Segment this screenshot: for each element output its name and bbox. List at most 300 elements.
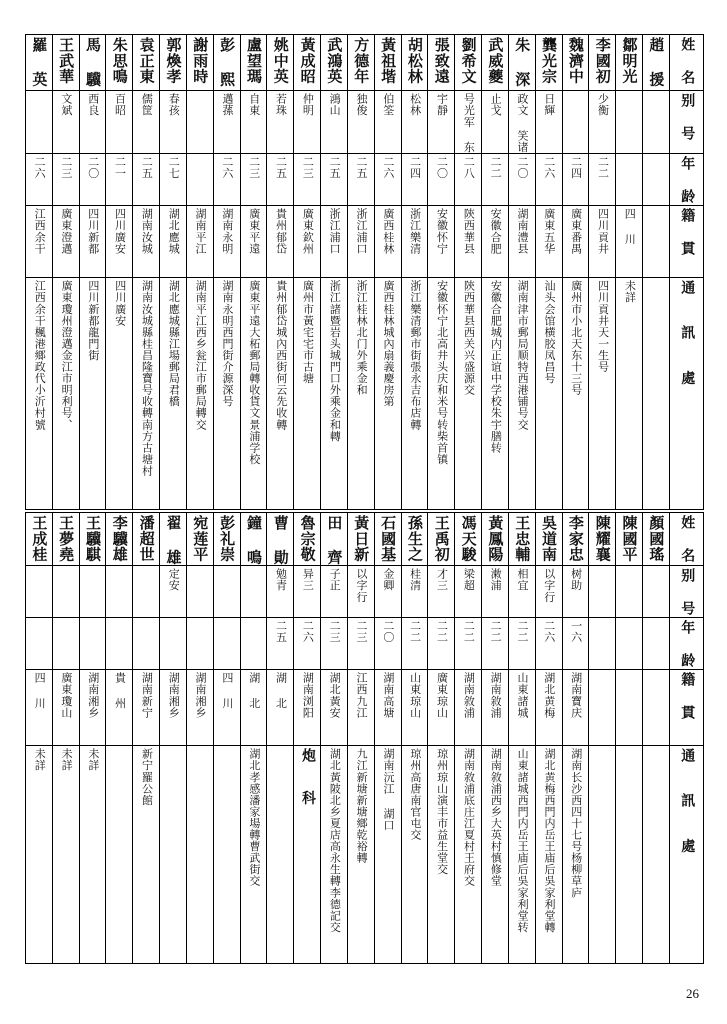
native-text: 廣西桂林 — [381, 207, 395, 254]
address-text: 浙江樂清郵市街張永吉布店轉 — [408, 279, 422, 430]
cell-alias — [133, 91, 160, 154]
roster-row-address — [26, 277, 704, 509]
cell-address — [374, 746, 401, 964]
cell-address — [616, 277, 643, 509]
native-text: 湖南汝城 — [140, 207, 154, 254]
native-text: 江西余干 — [33, 207, 47, 254]
name-text: 羅 英 — [30, 37, 49, 88]
native-text: 四 川 — [220, 672, 234, 709]
cell-age — [106, 153, 133, 205]
age-text: 二〇 — [86, 155, 100, 179]
age-text: 二〇 — [381, 620, 395, 644]
cell-native — [321, 205, 348, 277]
header-text-native: 籍 貫 — [679, 672, 696, 722]
cell-address — [26, 746, 53, 964]
cell-alias — [455, 566, 482, 618]
cell-address — [294, 746, 321, 964]
cell-native — [106, 670, 133, 746]
cell-name — [52, 35, 79, 91]
native-text: 陝西華县 — [462, 207, 476, 254]
name-text: 李家忠 — [566, 515, 585, 563]
cell-name — [106, 35, 133, 91]
cell-age — [213, 618, 240, 670]
cell-alias — [401, 566, 428, 618]
cell-native — [133, 205, 160, 277]
cell-address — [240, 746, 267, 964]
name-text: 武鴻英 — [325, 37, 344, 85]
cell-native — [347, 205, 374, 277]
cell-address — [133, 746, 160, 964]
native-text: 湖南平江 — [194, 207, 208, 254]
cell-age — [643, 153, 670, 205]
name-text: 顏國瑤 — [647, 515, 666, 563]
cell-name — [160, 35, 187, 91]
cell-native — [186, 205, 213, 277]
cell-age — [52, 618, 79, 670]
alias-text: 异三 — [301, 568, 315, 592]
address-text: 江西余干楓港鄉政代小沂村號 — [33, 279, 47, 430]
name-text: 鐘 鳴 — [244, 515, 263, 566]
cell-alias — [321, 91, 348, 154]
name-text: 袁正東 — [137, 37, 156, 85]
cell-native — [455, 670, 482, 746]
cell-address — [428, 746, 455, 964]
native-text: 四川廣安 — [113, 207, 127, 254]
cell-alias — [160, 566, 187, 618]
name-text: 翟 雄 — [164, 515, 183, 566]
age-text: 二五 — [274, 155, 288, 179]
age-text: 二二 — [489, 620, 503, 644]
alias-text: 金卿 — [381, 568, 395, 592]
alias-text: 政文 笑诸 — [515, 93, 529, 153]
age-text: 二五 — [355, 155, 368, 179]
name-text: 王成桂 — [30, 515, 49, 563]
address-text: 廣東瓊州澄邁金江市明利号、 — [60, 279, 74, 430]
cell-age — [428, 618, 455, 670]
address-text: 汕头会馆横胶凤昌号 — [542, 279, 556, 384]
alias-text: 树助 — [569, 568, 583, 592]
column-header-name — [669, 513, 703, 566]
name-text: 潘超世 — [137, 515, 156, 563]
cell-native — [455, 205, 482, 277]
alias-text: 以字行 — [542, 568, 556, 603]
cell-native — [616, 205, 643, 277]
cell-native — [401, 205, 428, 277]
native-text: 湖南澧县 — [515, 207, 529, 254]
name-text: 王驥騏 — [83, 515, 102, 563]
cell-alias — [562, 91, 589, 154]
cell-age — [508, 153, 535, 205]
alias-text: 梁超 — [462, 568, 476, 592]
cell-address — [52, 277, 79, 509]
name-text: 龔光宗 — [540, 37, 559, 85]
address-text: 湖北孝感潘家場轉曹武街交 — [247, 748, 261, 887]
native-text: 廣東平遠 — [247, 207, 261, 254]
age-text: 二六 — [381, 155, 395, 179]
name-text: 朱 深 — [513, 37, 532, 88]
cell-native — [267, 670, 294, 746]
cell-native — [374, 670, 401, 746]
native-text: 湖北黄梅 — [542, 672, 556, 719]
alias-text: 百昭 — [113, 93, 127, 117]
cell-native — [562, 205, 589, 277]
age-text: 二八 — [462, 155, 476, 179]
cell-name — [535, 35, 562, 91]
cell-address — [79, 746, 106, 964]
cell-alias — [213, 566, 240, 618]
native-text: 廣東五华 — [542, 207, 556, 254]
age-text: 二七 — [167, 155, 181, 179]
native-text: 江西九江 — [355, 672, 368, 719]
cell-address — [401, 277, 428, 509]
age-text: 二二 — [408, 620, 422, 644]
cell-age — [455, 618, 482, 670]
cell-name — [455, 35, 482, 91]
cell-age — [321, 618, 348, 670]
native-text: 湖北應城 — [167, 207, 181, 254]
alias-text: 勉青 — [274, 568, 288, 592]
age-text: 二五 — [274, 620, 288, 644]
cell-alias — [79, 91, 106, 154]
address-text: 湖北黃陂北乡夏店高永生轉李德記交 — [328, 748, 342, 934]
address-text: 貴州郁岱城內西街何云先收轉 — [274, 279, 288, 430]
age-text: 一六 — [569, 620, 583, 644]
age-text: 二六 — [33, 155, 47, 179]
cell-native — [26, 205, 53, 277]
name-text: 盧望瑪 — [244, 37, 263, 85]
age-text: 二三 — [301, 155, 315, 179]
cell-alias — [508, 566, 535, 618]
cell-age — [347, 618, 374, 670]
alias-text: 西良 — [86, 93, 100, 117]
cell-native — [321, 670, 348, 746]
cell-address — [508, 746, 535, 964]
cell-alias — [106, 91, 133, 154]
cell-alias — [347, 566, 374, 618]
alias-text: 春孩 — [167, 93, 181, 117]
cell-age — [133, 618, 160, 670]
roster-table-bottom — [25, 512, 704, 964]
cell-alias — [26, 91, 53, 154]
header-text-name: 姓 名 — [679, 37, 696, 87]
cell-native — [267, 205, 294, 277]
cell-name — [535, 513, 562, 566]
age-text: 二五 — [328, 155, 342, 179]
cell-alias — [643, 91, 670, 154]
address-text: 新宁羅公館 — [140, 748, 154, 807]
native-text: 四 川 — [33, 672, 47, 709]
address-text: 陝西華县西关兴盛源交 — [462, 279, 476, 396]
native-text: 貴 州 — [113, 672, 127, 709]
cell-age — [428, 153, 455, 205]
column-header-native — [669, 205, 703, 277]
cell-age — [186, 153, 213, 205]
native-text: 浙江浦口 — [328, 207, 342, 254]
cell-name — [267, 35, 294, 91]
roster-row-name — [26, 35, 704, 91]
name-text: 李國初 — [593, 37, 612, 85]
cell-age — [455, 153, 482, 205]
cell-name — [186, 35, 213, 91]
cell-alias — [643, 566, 670, 618]
native-text: 廣東澄邁 — [59, 207, 73, 254]
cell-name — [374, 35, 401, 91]
name-text: 曹 勛 — [271, 515, 290, 566]
native-text: 湖南永明 — [220, 207, 234, 254]
cell-alias — [321, 566, 348, 618]
age-text: 二六 — [301, 620, 315, 644]
cell-native — [240, 670, 267, 746]
name-text: 魏濟中 — [566, 37, 585, 85]
cell-name — [133, 35, 160, 91]
native-text: 廣東琼山 — [435, 672, 449, 719]
cell-age — [616, 153, 643, 205]
address-text: 未詳 — [33, 748, 47, 772]
cell-address — [240, 277, 267, 509]
alias-text: 文斌 — [59, 93, 73, 117]
cell-name — [321, 35, 348, 91]
native-text: 湖南湘乡 — [86, 672, 100, 719]
age-text: 二二 — [515, 620, 529, 644]
cell-alias — [482, 566, 509, 618]
name-text: 彭礼崇 — [218, 515, 237, 563]
name-text: 馮天駿 — [459, 515, 478, 563]
cell-name — [401, 35, 428, 91]
roster-row-native — [26, 670, 704, 746]
cell-age — [267, 153, 294, 205]
cell-alias — [240, 91, 267, 154]
cell-native — [213, 670, 240, 746]
cell-address — [347, 746, 374, 964]
cell-alias — [347, 91, 374, 154]
cell-age — [374, 153, 401, 205]
address-text: 湖南沅江 湖口 — [382, 748, 395, 832]
cell-age — [347, 153, 374, 205]
cell-native — [482, 670, 509, 746]
native-text: 湖南敘浦 — [489, 672, 503, 719]
cell-native — [535, 205, 562, 277]
cell-alias — [616, 91, 643, 154]
cell-age — [213, 153, 240, 205]
cell-native — [589, 205, 616, 277]
cell-age — [294, 618, 321, 670]
cell-address — [213, 277, 240, 509]
native-text: 四川貢井 — [596, 207, 610, 254]
alias-text: 自東 — [247, 93, 261, 117]
cell-native — [482, 205, 509, 277]
cell-address — [562, 277, 589, 509]
address-text: 安徽怀宁北高井头庆和米号转柴首镇 — [435, 279, 449, 465]
native-text: 浙江浦口 — [355, 207, 368, 254]
cell-name — [401, 513, 428, 566]
roster-row-native — [26, 205, 704, 277]
name-text: 陳耀襄 — [593, 515, 612, 563]
header-text-native: 籍 貫 — [679, 207, 696, 257]
cell-name — [79, 35, 106, 91]
cell-name — [616, 35, 643, 91]
column-header-age — [669, 618, 703, 670]
age-text: 二二 — [462, 620, 476, 644]
header-text-name: 姓 名 — [679, 515, 696, 565]
age-text: 二三 — [247, 155, 261, 179]
cell-address — [26, 277, 53, 509]
cell-alias — [535, 91, 562, 154]
roster-row-name — [26, 513, 704, 566]
cell-native — [160, 205, 187, 277]
name-text: 魯宗敬 — [298, 515, 317, 563]
alias-text: 子正 — [328, 568, 342, 592]
cell-name — [562, 513, 589, 566]
age-text: 二一 — [113, 155, 127, 179]
address-text: 未詳 — [60, 748, 74, 772]
cell-native — [401, 670, 428, 746]
cell-alias — [79, 566, 106, 618]
cell-alias — [589, 566, 616, 618]
age-text: 二三 — [59, 155, 73, 179]
cell-name — [213, 35, 240, 91]
cell-age — [616, 618, 643, 670]
cell-address — [321, 277, 348, 509]
age-text: 二三 — [328, 620, 342, 644]
cell-age — [589, 618, 616, 670]
address-text: 湖南长沙西四十七号杨柳草庐 — [569, 748, 583, 899]
name-text: 胡松林 — [405, 37, 424, 85]
cell-alias — [52, 566, 79, 618]
name-text: 田 齊 — [325, 515, 344, 566]
cell-address — [160, 277, 187, 509]
cell-age — [26, 153, 53, 205]
cell-name — [294, 513, 321, 566]
cell-alias — [401, 91, 428, 154]
age-text: 二六 — [542, 620, 556, 644]
header-text-alias: 别 号 — [679, 568, 696, 618]
cell-alias — [26, 566, 53, 618]
cell-age — [160, 153, 187, 205]
name-text: 趙 援 — [647, 37, 666, 88]
native-text: 湖南敘浦 — [462, 672, 476, 719]
header-text-alias: 别 号 — [679, 93, 696, 143]
alias-text: 鴻山 — [328, 93, 342, 117]
alias-text: 桂清 — [408, 568, 422, 592]
cell-native — [643, 670, 670, 746]
cell-native — [347, 670, 374, 746]
cell-age — [133, 153, 160, 205]
address-text: 廣州市小北天东十三号 — [569, 279, 583, 396]
cell-name — [79, 513, 106, 566]
header-text-address: 通 訊 處 — [679, 279, 696, 393]
alias-text: 仲明 — [301, 93, 315, 117]
cell-address — [213, 746, 240, 964]
name-text: 宛莲平 — [191, 515, 210, 563]
cell-name — [374, 513, 401, 566]
cell-name — [616, 513, 643, 566]
column-header-name — [669, 35, 703, 91]
cell-name — [455, 513, 482, 566]
name-text: 李驥雄 — [110, 515, 129, 563]
cell-age — [401, 153, 428, 205]
column-header-native — [669, 670, 703, 746]
name-text: 王忠輔 — [513, 515, 532, 563]
cell-age — [401, 618, 428, 670]
native-text: 廣東瓊山 — [59, 672, 73, 719]
cell-name — [106, 513, 133, 566]
age-text: 二二 — [489, 155, 503, 179]
header-text-age: 年 龄 — [679, 620, 696, 670]
address-text: 廣西桂林城內扇義慶房第 — [382, 279, 395, 407]
address-text: 四川新都龍門街 — [86, 279, 100, 361]
native-text: 浙江樂清 — [408, 207, 422, 254]
cell-address — [267, 277, 294, 509]
address-text: 湖南敘浦底庄江夏村王府交 — [462, 748, 476, 887]
name-text: 朱思鳴 — [110, 37, 129, 85]
name-text: 武威夔 — [486, 37, 505, 85]
name-text: 鄒明光 — [620, 37, 639, 85]
cell-name — [240, 513, 267, 566]
address-text: 湖北應城縣江場郵局君橋 — [167, 279, 181, 407]
address-text: 安徽合肥城内正谊中学校朱宇膳转 — [489, 279, 503, 454]
native-text: 湖 北 — [247, 672, 261, 709]
cell-native — [589, 670, 616, 746]
address-text: 湖南平江西乡瓮江市郵局轉交 — [194, 279, 208, 430]
native-text: 湖南高塘 — [381, 672, 395, 719]
cell-alias — [428, 566, 455, 618]
cell-address — [589, 746, 616, 964]
alias-text: 止戈 — [489, 93, 503, 117]
cell-age — [562, 153, 589, 205]
cell-native — [160, 670, 187, 746]
address-text: 琼州高唐南官屯交 — [408, 748, 422, 841]
cell-native — [562, 670, 589, 746]
cell-address — [294, 277, 321, 509]
cell-native — [508, 670, 535, 746]
cell-alias — [267, 566, 294, 618]
roster-row-alias — [26, 91, 704, 154]
cell-name — [347, 513, 374, 566]
cell-address — [401, 746, 428, 964]
cell-name — [589, 35, 616, 91]
cell-native — [79, 205, 106, 277]
roster-row-age — [26, 153, 704, 205]
native-text: 四川新都 — [86, 207, 100, 254]
cell-name — [133, 513, 160, 566]
cell-alias — [455, 91, 482, 154]
name-text: 劉希文 — [459, 37, 478, 85]
column-header-alias — [669, 566, 703, 618]
cell-address — [482, 277, 509, 509]
address-text: 浙江諸暨岩头城門口外乘金和轉 — [328, 279, 342, 442]
cell-name — [26, 513, 53, 566]
name-text: 孫生之 — [405, 515, 424, 563]
cell-age — [482, 618, 509, 670]
name-text: 謝雨時 — [191, 37, 210, 85]
cell-name — [428, 35, 455, 91]
name-text: 馬 驥 — [83, 37, 102, 88]
cell-native — [535, 670, 562, 746]
alias-text: 定安 — [167, 568, 181, 592]
name-text: 陳國平 — [620, 515, 639, 563]
cell-age — [240, 153, 267, 205]
cell-name — [482, 513, 509, 566]
cell-address — [186, 277, 213, 509]
native-text: 貴州郁岱 — [274, 207, 288, 254]
native-text: 四 川 — [623, 207, 637, 245]
cell-alias — [374, 566, 401, 618]
name-text: 黃祖堦 — [379, 37, 398, 85]
cell-address — [535, 746, 562, 964]
cell-name — [321, 513, 348, 566]
cell-name — [347, 35, 374, 91]
cell-address — [589, 277, 616, 509]
